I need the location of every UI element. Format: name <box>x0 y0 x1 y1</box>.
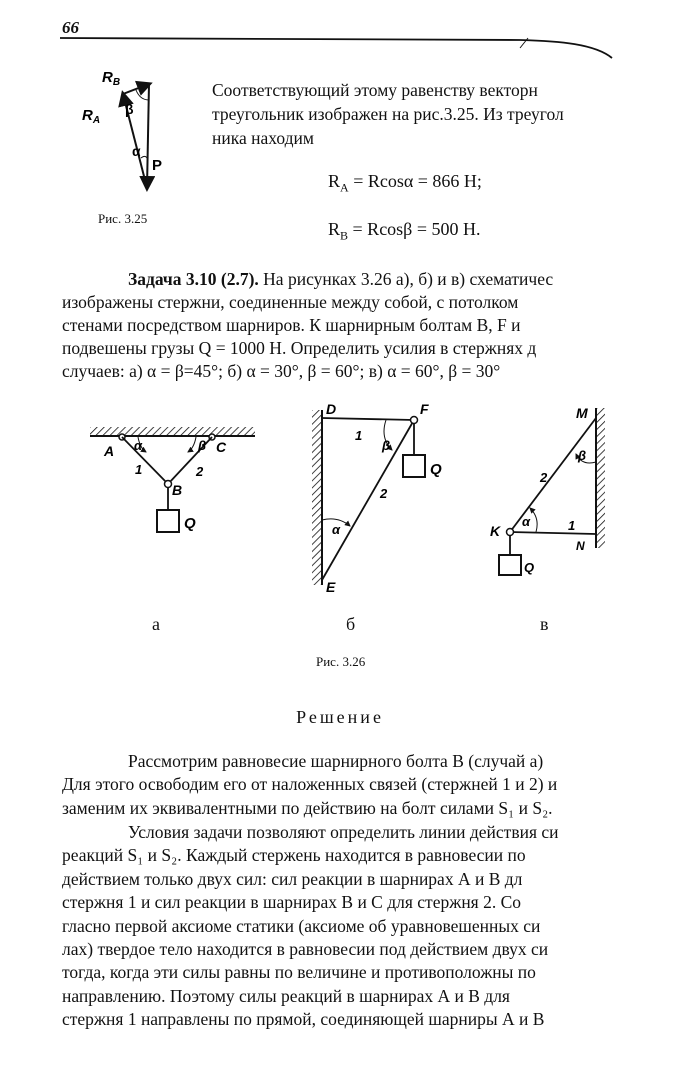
solution-line: реакций S₁ и S₂. Каждый стержень находится в равновесии по <box>62 845 526 866</box>
label-p: P <box>152 157 163 174</box>
label-a-rod1: 1 <box>135 462 143 477</box>
label-a-beta: β <box>198 438 207 453</box>
label-v-M: M <box>576 405 588 421</box>
label-v-rod2: 2 <box>540 470 548 485</box>
solution-line: гласно первой аксиоме статики (аксиоме об уравновешенных си <box>62 915 541 936</box>
label-b-D: D <box>326 401 337 417</box>
label-b-E: E <box>326 579 336 595</box>
task-line: подвешены грузы Q = 1000 Н. Определить усилия в стержнях д <box>62 338 537 358</box>
intro-line: Соответствующий этому равенству векторн <box>212 80 538 100</box>
equation-ra: $R_A = Rcos\alpha = 866$ Н; <box>328 171 482 195</box>
equation-rb: $R_B = Rcos\beta = 500$ Н. <box>328 219 481 243</box>
solution-line: заменим их эквивалентными по действию на болт силами S₁ и S₂. <box>62 797 553 818</box>
label-a-A: A <box>104 443 115 459</box>
header-rule <box>0 0 680 70</box>
diagram-b <box>312 401 442 595</box>
task-title: Задача 3.10 (2.7). <box>128 269 259 289</box>
solution-title: Решение <box>296 707 384 727</box>
label-v-rod1: 1 <box>568 518 576 533</box>
intro-line: треугольник изображен на рис.3.25. Из треугол <box>212 104 564 124</box>
solution-line: Условия задачи позволяют определить линии действия си <box>128 822 559 842</box>
solution-line: стержня 1 и сил реакции в шарнирах В и С для стержня 2. Со <box>62 892 522 913</box>
label-rb: $R_B$ <box>102 69 121 88</box>
task-line: стенами посредством шарниров. К шарнирным болтам B, F и <box>62 315 521 335</box>
subfigure-label-v: в <box>540 614 549 634</box>
vector-rb <box>123 84 149 94</box>
label-v-K: K <box>490 523 501 539</box>
label-b-Q: Q <box>430 461 442 478</box>
task-body <box>62 291 582 383</box>
label-b-rod1: 1 <box>355 428 363 443</box>
label-a-Q: Q <box>184 515 196 532</box>
label-v-alpha: α <box>522 514 531 529</box>
label-a-B: B <box>172 482 183 498</box>
subfigure-label-b: б <box>346 614 356 634</box>
intro-paragraph <box>212 78 650 150</box>
solution-paragraph-2 <box>62 821 628 1032</box>
label-beta: β <box>125 101 134 117</box>
label-v-N: N <box>576 539 585 553</box>
solution-line: стержня 1 направлены по прямой, соединяющей шарниры А и В <box>62 1009 545 1030</box>
label-v-beta: β <box>578 448 587 463</box>
subfigure-label-a: а <box>152 614 160 634</box>
task-statement: Задача 3.10 (2.7). На рисунках 3.26 а), б) и в) схематичес <box>128 269 554 289</box>
figure-3-25 <box>80 62 190 212</box>
diagram-a <box>90 427 255 532</box>
page-number: 66 <box>62 18 79 37</box>
solution-line: Рассмотрим равновесие шарнирного болта В (случай а) <box>128 751 544 771</box>
solution-line: направлению. Поэтому силы реакций в шарнирах А и В для <box>62 985 510 1006</box>
label-v-Q: Q <box>524 560 535 575</box>
label-a-rod2: 2 <box>196 464 204 479</box>
figure-3-26 <box>60 400 650 640</box>
intro-line: ника находим <box>212 128 314 148</box>
task-line: случаев: а) α = β=45°; б) α = 30°, β = 60°; в) α = 60°, β = 30° <box>62 361 501 381</box>
label-a-alpha: α <box>134 438 143 453</box>
figure-3-25-caption: Рис. 3.25 <box>98 211 148 226</box>
label-alpha: α <box>132 143 141 159</box>
figure-3-26-caption: Рис. 3.26 <box>316 654 366 669</box>
task-line: изображены стержни, соединенные между собой, с потолком <box>62 292 519 312</box>
solution-paragraph-1 <box>62 750 628 820</box>
label-ra: $R_A$ <box>82 107 101 126</box>
solution-line: Для этого освободим его от наложенных связей (стержней 1 и 2) и <box>62 774 558 795</box>
label-a-C: C <box>216 439 227 455</box>
diagram-v <box>490 405 605 575</box>
solution-line: лах) твердое тело находится в равновесии под действием двух си <box>62 939 549 960</box>
label-b-alpha: α <box>332 522 341 537</box>
label-b-F: F <box>420 401 429 417</box>
label-b-rod2: 2 <box>380 486 388 501</box>
label-b-beta: β <box>382 438 391 453</box>
solution-line: тогда, когда эти силы равны по величине и противоположны по <box>62 962 536 983</box>
solution-line: действием только двух сил: сил реакции в шарнирах А и В дл <box>62 868 523 889</box>
